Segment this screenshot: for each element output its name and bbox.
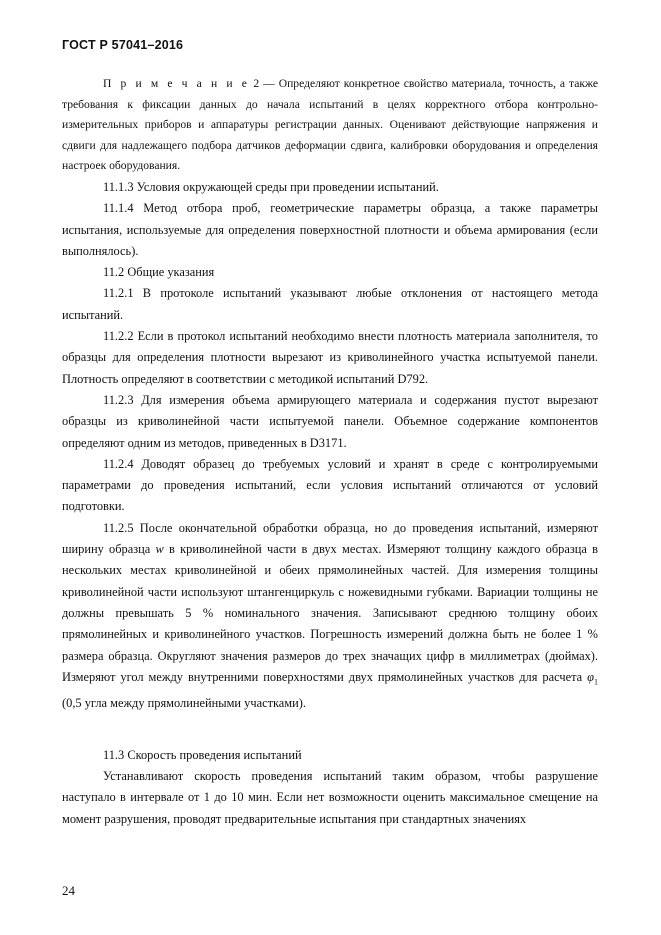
variable-w: w xyxy=(155,542,164,557)
variable-phi-subscript: 1 xyxy=(594,677,598,687)
document-body xyxy=(62,74,598,830)
paragraph-11-3: Устанавливают скорость проведения испытаний таким образом, чтобы разрушение наступало в интервале от 1 до 10 мин. Если нет возможности оценить максимальное смещение на момент разрушения, проводят предварительные испытания при стандартных значениях xyxy=(62,769,598,826)
p1125-part-a: 11.2.5 После окончательной обработки образца, но до проведения испытаний, измеряют ширину образца xyxy=(62,520,598,557)
paragraph-11-2-2: 11.2.2 Если в протокол испытаний необходимо внести плотность материала заполнителя, то образцы для определения плотности вырезают из криволинейного участка испытуемой панели. Плотность определяют в соответствии с методикой испытаний D792. xyxy=(62,329,598,386)
page-number: 24 xyxy=(62,883,75,898)
paragraph-11-2-4: 11.2.4 Доводят образец до требуемых условий и хранят в среде с контролируемыми параметрами до проведения испытаний, если условия испытаний отличаются от условий подготовки. xyxy=(62,456,598,514)
note-label: П р и м е ч а н и е xyxy=(103,77,250,90)
note-text: 2 — Определяют конкретное свойство материала, точность, а также требования к фиксации данных до начала испытаний в целях корректного отбора контрольно-измерительных приборов и аппаратуры регистрации данных. Оценивают действующие напряжения и сдвиги для надлежащего подбора датчиков деформации сдвига, калибровки оборудования и определения настроек оборудования. xyxy=(62,77,598,173)
paragraph-11-2-5 xyxy=(62,518,598,714)
section-gap xyxy=(62,714,598,745)
section-heading-11-2: 11.2 Общие указания xyxy=(103,265,215,280)
paragraph-11-1-4: 11.1.4 Метод отбора проб, геометрические параметры образца, а также параметры испытания, используемые для определения поверхностной плотности и объема армирования (если выполнялось). xyxy=(62,201,598,258)
section-heading-11-3: 11.3 Скорость проведения испытаний xyxy=(103,747,302,762)
paragraph-11-2-3: 11.2.3 Для измерения объема армирующего материала и содержания пустот вырезают образцы из криволинейной части испытуемой панели. Объемное содержание компонентов определяют одним из методов, приведенных в D3171. xyxy=(62,392,598,450)
paragraph-11-1-3: 11.1.3 Условия окружающей среды при проведении испытаний. xyxy=(103,179,439,194)
variable-phi: φ xyxy=(587,669,594,684)
note-paragraph xyxy=(62,74,598,177)
p1125-part-b: в криволинейной части в двух местах. Измеряют толщину каждого образца в нескольких местах криволинейной и обеих прямолинейных частей. Для измерения толщины криволинейной части используют штангенциркуль с ножевидными губками. Вариации толщины не должны превышать 5 % номинального значения. Записывают среднюю толщину обоих прямолинейных и криволинейного участков. Погрешность измерений должна быть не более 1 % размера образца. Округляют значения размеров до трех значащих цифр в миллиметрах (дюймах). Измеряют угол между внутренними поверхностями двух прямолинейных участков для расчета xyxy=(62,542,598,684)
document-header: ГОСТ Р 57041–2016 xyxy=(62,38,184,52)
p1125-part-c: (0,5 угла между прямолинейными участками). xyxy=(62,695,307,710)
paragraph-11-2-1: 11.2.1 В протоколе испытаний указывают любые отклонения от настоящего метода испытаний. xyxy=(62,286,598,322)
